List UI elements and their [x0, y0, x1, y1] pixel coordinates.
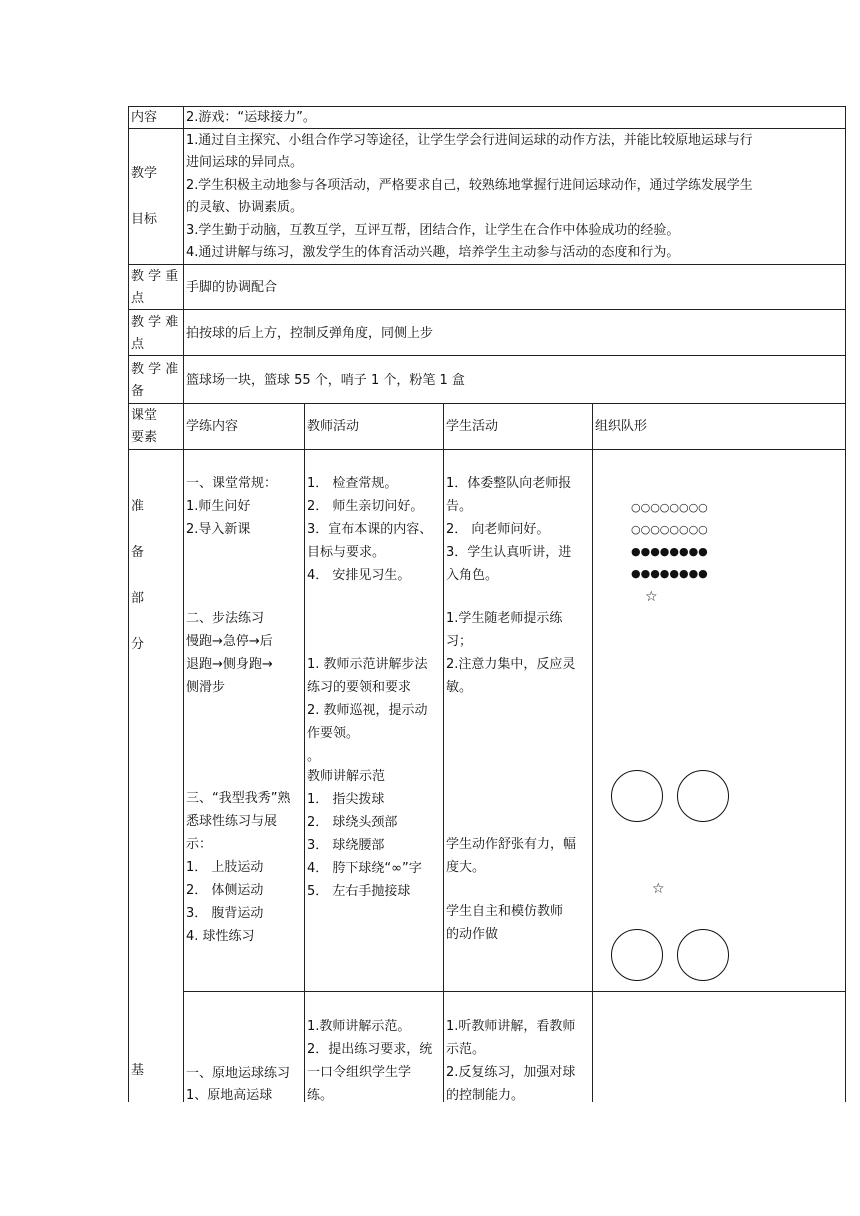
basic-content-2: 1、原地高运球: [186, 1088, 273, 1103]
b1-teacher-4: 目标与要求。: [307, 545, 386, 560]
content-label: 内容: [131, 110, 158, 125]
b2-teacher-2: 练习的要领和要求: [307, 680, 412, 695]
header-col-formation: 组织队形: [595, 419, 648, 434]
goals-line-4: 的灵敏、协调素质。: [186, 200, 304, 215]
b1-content-1: 一、课堂常规：: [186, 476, 278, 491]
prep-section-char-2: 备: [131, 545, 145, 560]
b1-content-2: 1.师生问好: [186, 499, 251, 514]
basic-teacher-2: 2．提出练习要求，统: [307, 1042, 433, 1057]
basic-student-4: 的控制能力。: [446, 1088, 525, 1103]
b2-content-1: 二、步法练习: [186, 611, 265, 626]
goals-label-1: 教学: [131, 166, 158, 181]
b1-content-3: 2.导入新课: [186, 522, 251, 537]
header-label-1: 课堂: [131, 408, 158, 423]
b3-student-2: 度大。: [446, 860, 486, 875]
b3-content-5: 2． 体侧运动: [186, 883, 264, 898]
b2-content-3: 退跑→侧身跑→: [186, 657, 273, 672]
basic-student-2: 示范。: [446, 1042, 486, 1057]
b3-student-4: 的动作做: [446, 927, 499, 942]
b3-teacher-4: 3． 球绕腰部: [307, 838, 385, 853]
basic-teacher-4: 练。: [307, 1088, 334, 1103]
prep-section-char-3: 部: [131, 591, 145, 606]
b3-teacher-1: 教师讲解示范: [307, 769, 386, 784]
header-label-2: 要素: [131, 430, 158, 445]
goals-line-6: 4.通过讲解与练习，激发学生的体育活动兴趣，培养学生主动参与活动的态度和行为。: [186, 245, 680, 260]
star-icon: ☆: [652, 881, 665, 897]
b2-student-3: 2.注意力集中，反应灵: [446, 657, 576, 672]
basic-student-1: 1.听教师讲解，看教师: [446, 1019, 576, 1034]
b2-content-2: 慢跑→急停→后: [186, 634, 273, 649]
b2-teacher-4: 作要领。: [307, 726, 360, 741]
b2-teacher-3: 2. 教师巡视，提示动: [307, 703, 428, 718]
prep-label-1: 教 学 准: [131, 362, 179, 377]
basic-teacher-1: 1.教师讲解示范。: [307, 1019, 411, 1034]
basic-content-1: 一、原地运球练习: [186, 1066, 291, 1081]
group-circle-top-left: [611, 770, 663, 822]
formation-row-2: ○○○○○○○○: [631, 523, 708, 536]
b3-student-3: 学生自主和模仿教师: [446, 904, 564, 919]
prep-section-char-1: 准: [131, 499, 145, 514]
b1-teacher-1: 1． 检查常规。: [307, 476, 398, 491]
b3-content-1: 三、“我型我秀”熟: [186, 791, 291, 806]
prep-section-char-4: 分: [131, 637, 145, 652]
key-label-1: 教 学 重: [131, 269, 179, 284]
group-circle-bottom-right: [677, 929, 729, 981]
b2-student-2: 习；: [446, 634, 473, 649]
header-col-student: 学生活动: [446, 419, 499, 434]
goals-line-5: 3.学生勤于动脑，互教互学，互评互帮，团结合作，让学生在合作中体验成功的经验。: [186, 223, 680, 238]
formation-row-3: ●●●●●●●●: [631, 545, 708, 558]
star-icon: ☆: [645, 589, 658, 605]
key-text: 手脚的协调配合: [186, 280, 278, 295]
b1-teacher-3: 3．宣布本课的内容、: [307, 522, 433, 537]
goals-line-2: 进间运球的异同点。: [186, 155, 304, 170]
basic-teacher-3: 一口令组织学生学: [307, 1065, 412, 1080]
b3-teacher-5: 4． 胯下球绕“∞”字: [307, 861, 422, 876]
b1-teacher-2: 2． 师生亲切问好。: [307, 499, 424, 514]
b3-teacher-3: 2． 球绕头颈部: [307, 815, 398, 830]
goals-line-1: 1.通过自主探究、小组合作学习等途径，让学生学会行进间运球的动作方法，并能比较原地运球与行: [186, 133, 753, 148]
b1-student-1: 1．体委整队向老师报: [446, 476, 572, 491]
b2-teacher-5: 。: [307, 749, 321, 764]
b3-content-7: 4. 球性练习: [186, 929, 255, 944]
b2-student-4: 敏。: [446, 680, 473, 695]
basic-section-char-1: 基: [131, 1063, 145, 1078]
content-text: 2.游戏：“运球接力”。: [186, 110, 316, 125]
prep-text: 篮球场一块，篮球 55 个，哨子 1 个，粉笔 1 盒: [186, 373, 465, 388]
b3-content-2: 悉球性练习与展: [186, 814, 278, 829]
b2-content-4: 侧滑步: [186, 680, 226, 695]
b1-student-3: 2． 向老师问好。: [446, 522, 550, 537]
group-circle-top-right: [677, 770, 729, 822]
basic-student-3: 2.反复练习，加强对球: [446, 1065, 576, 1080]
formation-row-1: ○○○○○○○○: [631, 501, 708, 514]
group-circle-bottom-left: [611, 929, 663, 981]
b1-student-2: 告。: [446, 499, 473, 514]
b3-student-1: 学生动作舒张有力，幅: [446, 837, 577, 852]
header-col-teacher: 教师活动: [307, 419, 360, 434]
b3-content-4: 1． 上肢运动: [186, 860, 264, 875]
b1-teacher-5: 4． 安排见习生。: [307, 568, 411, 583]
header-col-content: 学练内容: [186, 419, 239, 434]
b3-teacher-2: 1． 指尖拨球: [307, 792, 385, 807]
b3-content-6: 3． 腹背运动: [186, 906, 264, 921]
goals-line-3: 2.学生积极主动地参与各项活动，严格要求自己，较熟练地掌握行进间运球动作，通过学练发展学生: [186, 178, 753, 193]
b2-student-1: 1.学生随老师提示练: [446, 611, 563, 626]
difficulty-label-1: 教 学 难: [131, 315, 179, 330]
b3-content-3: 示：: [186, 837, 213, 852]
prep-label-2: 备: [131, 384, 145, 399]
b1-student-5: 入角色。: [446, 568, 499, 583]
b3-teacher-6: 5． 左右手抛接球: [307, 884, 411, 899]
goals-label-2: 目标: [131, 212, 158, 227]
b1-student-4: 3．学生认真听讲，进: [446, 545, 572, 560]
b2-teacher-1: 1. 教师示范讲解步法: [307, 657, 428, 672]
key-label-2: 点: [131, 291, 145, 306]
formation-row-4: ●●●●●●●●: [631, 567, 708, 580]
difficulty-label-2: 点: [131, 337, 145, 352]
difficulty-text: 拍按球的后上方，控制反弹角度，同侧上步: [186, 326, 434, 341]
